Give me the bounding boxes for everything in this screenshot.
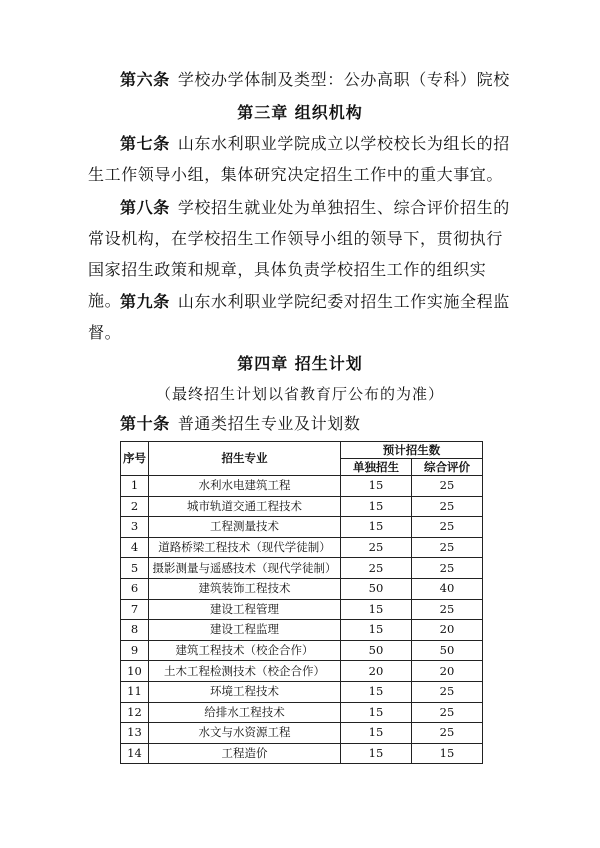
enrollment-plan-table [120,441,483,764]
row-single: 15 [341,723,412,744]
table-row [121,537,483,558]
row-major: 摄影测量与遥感技术（现代学徒制） [149,558,341,579]
article-10 [88,410,512,438]
article-8-label: 第八条 [120,198,170,217]
article-6-label: 第六条 [120,70,170,89]
article-9-text: 山东水利职业学院纪委对招生工作实施全程监督。 [88,292,510,342]
row-major: 土木工程检测技术（校企合作） [149,661,341,682]
row-single: 15 [341,620,412,641]
row-comprehensive: 25 [412,702,483,723]
article-10-label: 第十条 [120,414,170,433]
row-major: 工程造价 [149,743,341,764]
row-index: 5 [121,558,149,579]
row-single: 25 [341,558,412,579]
row-comprehensive: 25 [412,723,483,744]
table-row [121,496,483,517]
article-7-text: 山东水利职业学院成立以学校校长为组长的招生工作领导小组，集体研究决定招生工作中的重大事宜。 [88,134,510,184]
table-row [121,743,483,764]
header-index: 序号 [121,442,149,476]
row-index: 3 [121,517,149,538]
row-comprehensive: 25 [412,476,483,497]
table-row [121,517,483,538]
header-single: 单独招生 [341,459,412,476]
row-major: 建筑工程技术（校企合作） [149,640,341,661]
header-comprehensive: 综合评价 [412,459,483,476]
article-9-label: 第九条 [120,292,170,311]
article-8-text: 学校招生就业处为单独招生、综合评价招生的常设机构，在学校招生工作领导小组的领导下，贯彻执行国家招生政策和规章，具体负责学校招生工作的组织实施。 [88,198,510,310]
table-row [121,558,483,579]
article-10-text: 普通类招生专业及计划数 [177,414,361,433]
row-major: 道路桥梁工程技术（现代学徒制） [149,537,341,558]
row-major: 水利水电建筑工程 [149,476,341,497]
row-major: 环境工程技术 [149,681,341,702]
row-comprehensive: 50 [412,640,483,661]
row-single: 15 [341,496,412,517]
row-major: 工程测量技术 [149,517,341,538]
row-single: 50 [341,640,412,661]
row-comprehensive: 20 [412,620,483,641]
row-comprehensive: 25 [412,496,483,517]
row-single: 15 [341,599,412,620]
plan-note: （最终招生计划以省教育厅公布的为准） [155,385,444,403]
article-7-label: 第七条 [120,134,170,153]
row-index: 14 [121,743,149,764]
row-index: 6 [121,578,149,599]
row-index: 11 [121,681,149,702]
row-single: 20 [341,661,412,682]
table-row [121,723,483,744]
row-major: 给排水工程技术 [149,702,341,723]
row-index: 2 [121,496,149,517]
row-comprehensive: 20 [412,661,483,682]
row-index: 10 [121,661,149,682]
table-row [121,640,483,661]
table-row [121,681,483,702]
row-comprehensive: 25 [412,599,483,620]
row-comprehensive: 25 [412,681,483,702]
row-single: 25 [341,537,412,558]
table-row [121,476,483,497]
row-single: 15 [341,476,412,497]
row-comprehensive: 25 [412,537,483,558]
row-index: 8 [121,620,149,641]
table-row [121,620,483,641]
row-single: 50 [341,578,412,599]
table-row [121,599,483,620]
chapter-4-title: 第四章 招生计划 [237,354,363,373]
row-index: 1 [121,476,149,497]
row-single: 15 [341,517,412,538]
row-major: 水文与水资源工程 [149,723,341,744]
row-comprehensive: 15 [412,743,483,764]
row-index: 4 [121,537,149,558]
row-index: 7 [121,599,149,620]
table-row [121,702,483,723]
row-comprehensive: 25 [412,558,483,579]
row-index: 13 [121,723,149,744]
row-index: 9 [121,640,149,661]
table-row [121,578,483,599]
row-comprehensive: 25 [412,517,483,538]
row-single: 15 [341,743,412,764]
article-7 [88,128,512,190]
article-6 [88,64,512,95]
row-major: 建筑装饰工程技术 [149,578,341,599]
table-row [121,661,483,682]
row-major: 建设工程监理 [149,620,341,641]
row-major: 建设工程管理 [149,599,341,620]
article-6-text: 学校办学体制及类型：公办高职（专科）院校 [177,70,510,89]
article-9 [88,286,512,348]
row-comprehensive: 40 [412,578,483,599]
header-plan: 预计招生数 [341,442,483,459]
header-major: 招生专业 [149,442,341,476]
row-index: 12 [121,702,149,723]
row-single: 15 [341,681,412,702]
row-major: 城市轨道交通工程技术 [149,496,341,517]
chapter-3-title: 第三章 组织机构 [237,103,363,122]
row-single: 15 [341,702,412,723]
